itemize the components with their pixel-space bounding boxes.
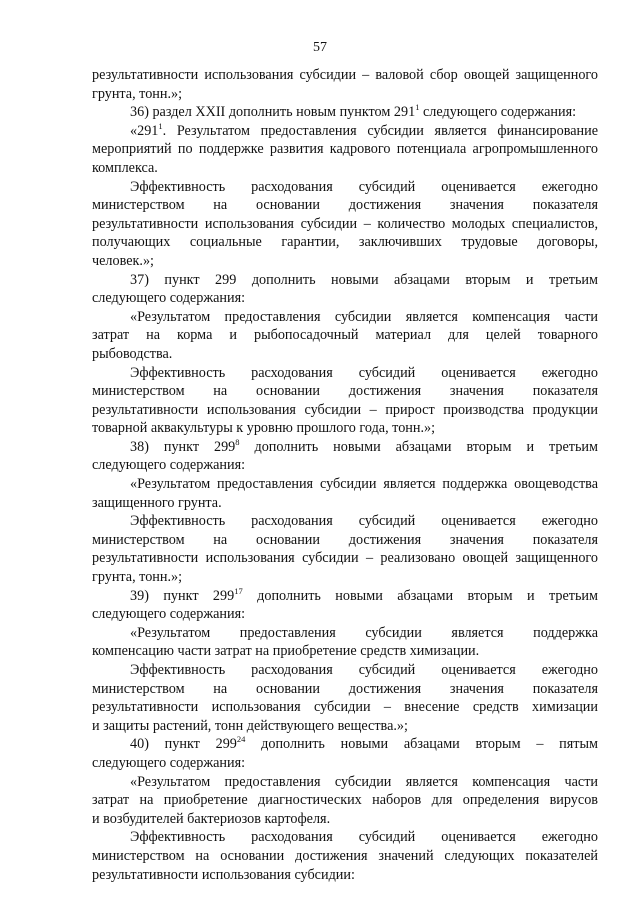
text-line: «Результатом предоставления субсидии является компенсация части — [130, 773, 598, 790]
text-line: компенсацию части затрат на приобретение средств химизации. — [92, 643, 480, 660]
paragraph-p16 — [92, 828, 598, 884]
page-number: 57 — [313, 40, 327, 55]
text-line: «$291^1$. Результатом предоставления субсидии является финансирование — [130, 120, 598, 139]
text-line: Эффективность расходования субсидий оценивается ежегодно — [130, 178, 598, 195]
paragraph-p03 — [92, 122, 598, 178]
text-line: затрат на корма и рыбопосадочный материал для целей товарного — [92, 327, 598, 344]
text-line: результативности использования субсидии – внесение средств химизации — [92, 699, 598, 716]
paragraph-p08 — [92, 438, 598, 475]
text-line: Эффективность расходования субсидий оценивается ежегодно — [130, 513, 598, 530]
text-line: «Результатом предоставления субсидии является поддержка — [130, 624, 598, 641]
text-line: Эффективность расходования субсидий оценивается ежегодно — [130, 662, 598, 678]
superscript: 1 — [158, 120, 163, 131]
text-line: результативности использования субсидии – прирост производства продукции — [92, 401, 598, 418]
superscript: 1 — [415, 102, 420, 113]
superscript: 8 — [235, 436, 240, 447]
text-line: рыбоводства. — [92, 345, 173, 362]
text-line: и защиты растений, тонн действующего вещества.»; — [92, 717, 408, 734]
text-line: следующего содержания: — [92, 290, 246, 307]
text-line: «Результатом предоставления субсидии является поддержка овощеводства — [130, 476, 598, 493]
text-line: мероприятий по поддержке развития кадрового потенциала агропромышленного — [92, 141, 598, 158]
text-line: 38) пункт $299^8$ дополнить новыми абзацами вторым и третьим — [130, 436, 598, 455]
paragraph-p02 — [92, 103, 598, 122]
superscript: 24 — [236, 734, 246, 745]
superscript: 17 — [234, 585, 243, 596]
paragraph-p11 — [92, 587, 598, 624]
paragraph-p06 — [92, 308, 598, 364]
text-line: следующего содержания: — [92, 606, 246, 623]
text-line: и возбудителей бактериозов картофеля. — [92, 810, 331, 827]
text-line: товарной аквакультуры к уровню прошлого года, тонн.»; — [92, 420, 436, 437]
text-line: Эффективность расходования субсидий оценивается ежегодно — [130, 829, 598, 846]
text-line: 37) пункт 299 дополнить новыми абзацами вторым и третьим — [130, 271, 598, 288]
text-line: 39) пункт $299^{17}$ дополнить новыми абзацами вторым и третьим — [130, 585, 598, 604]
text-line: Эффективность расходования субсидий оценивается ежегодно — [130, 364, 598, 381]
text-line: результативности использования субсидии – реализовано овощей защищенного — [92, 550, 598, 567]
paragraph-p14 — [92, 735, 598, 772]
text-line: следующего содержания: — [92, 754, 246, 771]
text-line: грунта, тонн.»; — [92, 569, 183, 586]
text-line: человек.»; — [92, 252, 154, 269]
paragraph-p01 — [92, 66, 598, 103]
text-line: 40) пункт $299^{24}$ дополнить новыми абзацами вторым – пятым — [130, 734, 598, 753]
text-line: министерством на основании достижения значения показателя — [92, 680, 598, 697]
text-line: грунта, тонн.»; — [92, 85, 183, 102]
text-line: следующего содержания: — [92, 457, 246, 474]
text-line: министерством на основании достижения значения показателя — [92, 197, 598, 214]
text-line: министерством на основании достижения значения показателя — [92, 531, 598, 548]
paragraph-p09 — [92, 475, 598, 512]
text-line: «Результатом предоставления субсидии является компенсация части — [130, 308, 598, 325]
text-line: получающих социальные гарантии, заключивших трудовые договоры, — [92, 234, 598, 251]
paragraph-p10 — [92, 512, 598, 586]
paragraph-p04 — [92, 178, 598, 271]
text-line: защищенного грунта. — [92, 494, 222, 511]
paragraph-p05 — [92, 271, 598, 308]
text-line: 36) раздел XXII дополнить новым пунктом $291^1$ следующего содержания: — [130, 102, 577, 121]
paragraph-p15 — [92, 773, 598, 829]
paragraph-p13 — [92, 661, 598, 735]
text-line: комплекса. — [92, 159, 158, 176]
paragraph-p12 — [92, 624, 598, 661]
text-line: затрат на приобретение диагностических наборов для определения вирусов — [92, 792, 598, 809]
text-line: министерством на основании достижения значения показателя — [92, 383, 598, 400]
text-line: министерством на основании достижения значений следующих показателей — [92, 847, 598, 864]
document-body — [92, 66, 598, 884]
text-line: результативности использования субсидии – валовой сбор овощей защищенного — [92, 67, 598, 83]
text-line: результативности использования субсидии – количество молодых специалистов, — [92, 215, 598, 232]
paragraph-p07 — [92, 364, 598, 438]
text-line: результативности использования субсидии: — [92, 866, 355, 883]
